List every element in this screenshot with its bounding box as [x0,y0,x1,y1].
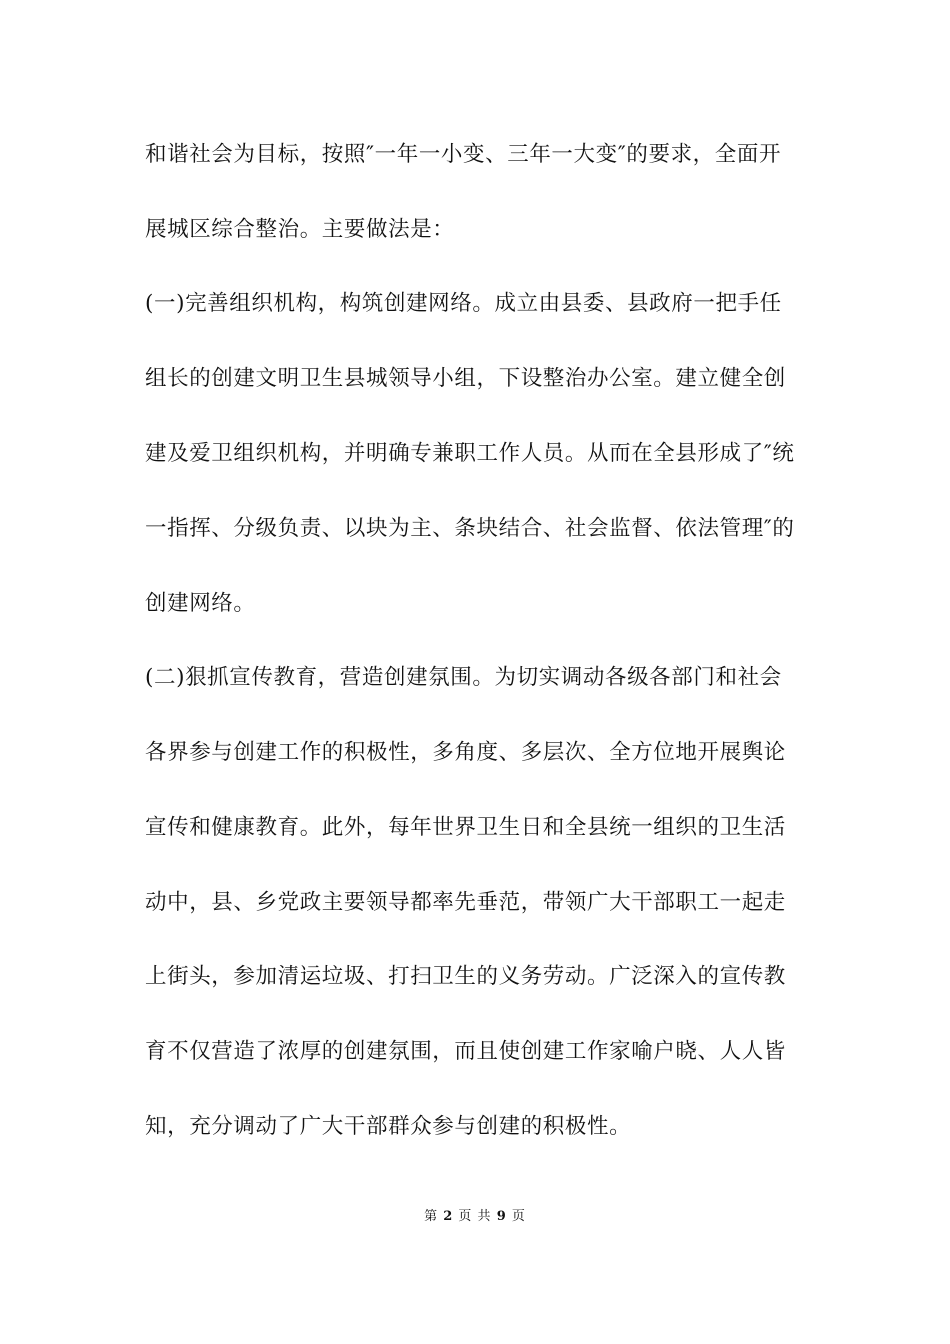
text-line: 组长的创建文明卫生县城领导小组，下设整治办公室。建立健全创 [145,366,786,391]
text-line: 一指挥、分级负责、以块为主、条块结合、社会监督、依法管理″的 [145,516,795,541]
footer-prefix: 第 [424,1209,439,1224]
text-line: (一)完善组织机构，构筑创建网络。成立由县委、县政府一把手任 [145,291,782,316]
total-pages-number: 9 [496,1209,507,1224]
text-line: 上街头，参加清运垃圾、打扫卫生的义务劳动。广泛深入的宣传教 [145,964,786,989]
text-line: 和谐社会为目标，按照″一年一小变、三年一大变″的要求，全面开 [145,142,782,167]
text-line: 动中，县、乡党政主要领导都率先垂范，带领广大干部职工一起走 [145,890,786,915]
footer-middle: 页 共 [458,1209,492,1224]
text-line: 各界参与创建工作的积极性，多角度、多层次、全方位地开展舆论 [145,740,786,765]
text-line: 育不仅营造了浓厚的创建氛围，而且使创建工作家喻户晓、人人皆 [145,1039,786,1064]
page-number-footer [0,1209,950,1225]
text-line: 展城区综合整治。主要做法是： [145,217,455,242]
text-line: 宣传和健康教育。此外，每年世界卫生日和全县统一组织的卫生活 [145,815,786,840]
text-line: 建及爱卫组织机构，并明确专兼职工作人员。从而在全县形成了″统 [145,441,795,466]
text-line: 创建网络。 [145,591,256,616]
footer-suffix: 页 [511,1209,526,1224]
current-page-number: 2 [443,1209,454,1224]
text-line: (二)狠抓宣传教育，营造创建氛围。为切实调动各级各部门和社会 [145,665,782,690]
text-line: 知，充分调动了广大干部群众参与创建的积极性。 [145,1114,632,1139]
